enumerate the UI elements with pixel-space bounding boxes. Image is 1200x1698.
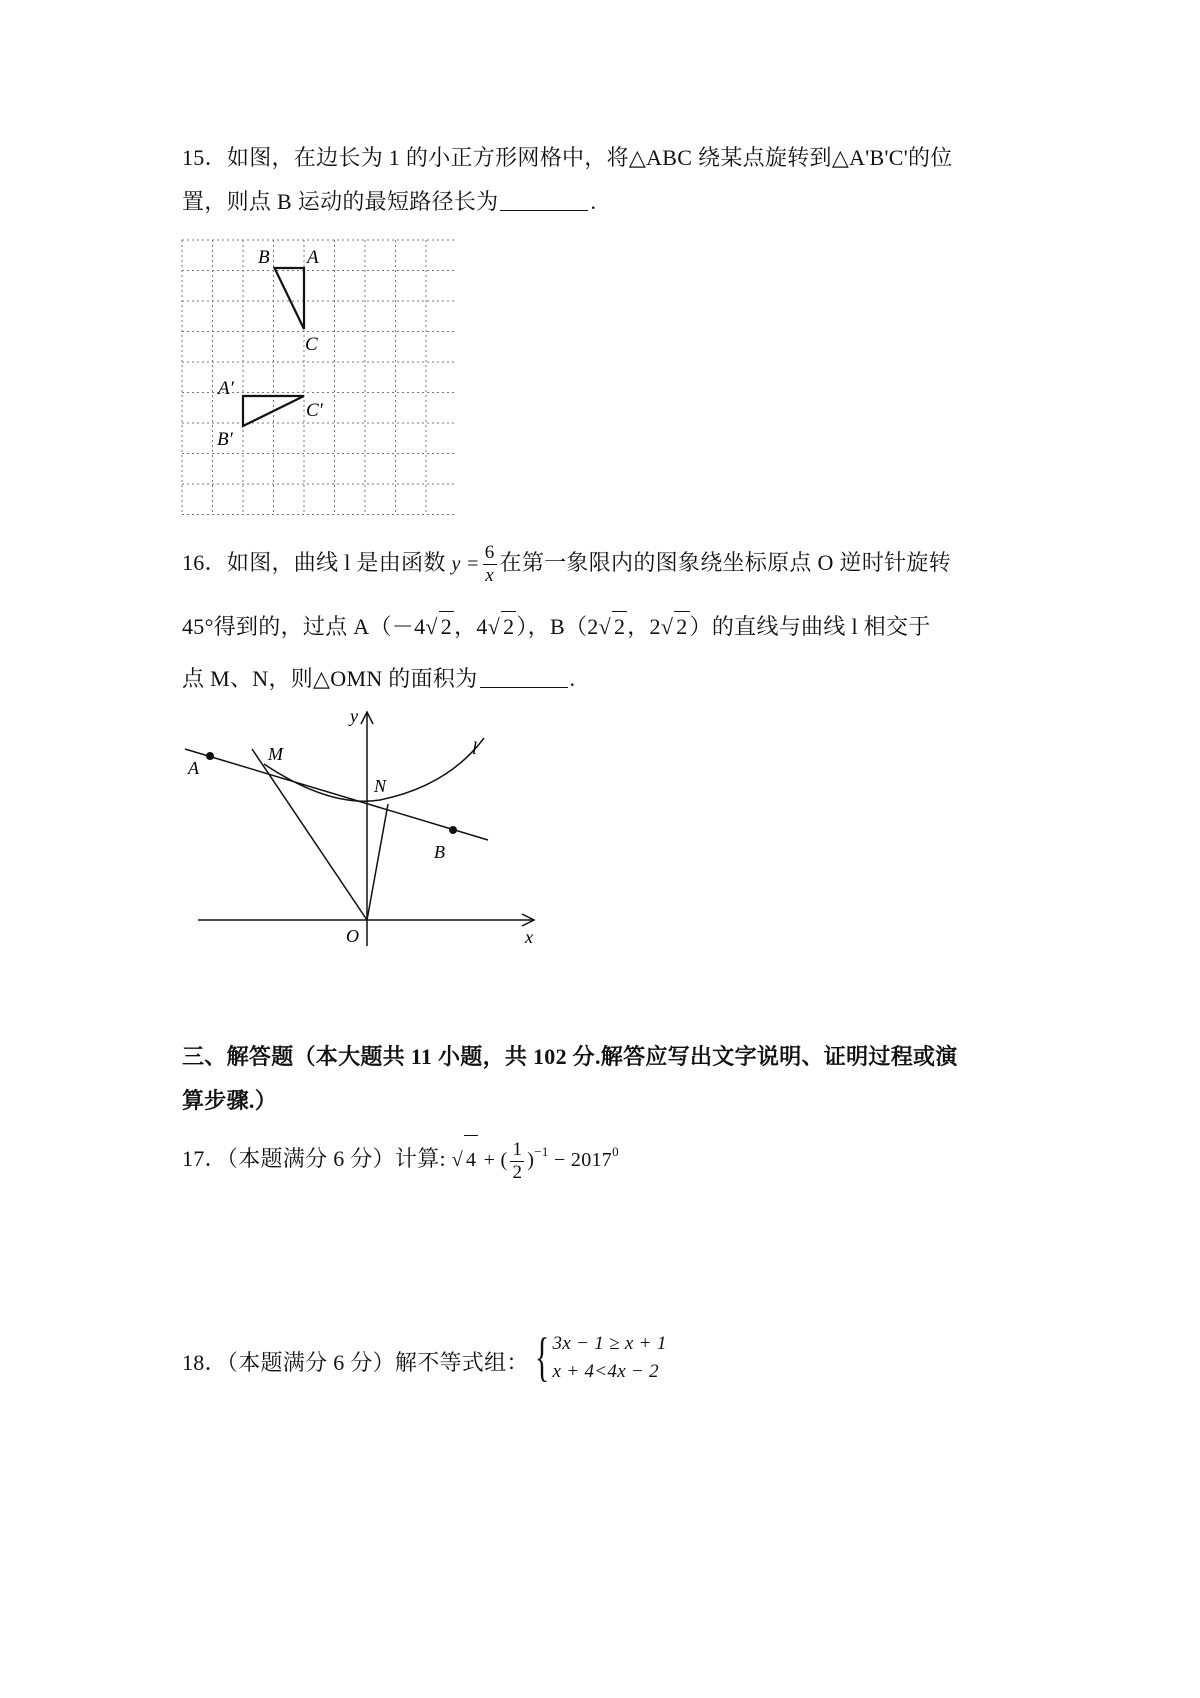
q16-line3-end: . xyxy=(569,666,576,691)
fraction-half xyxy=(510,1139,524,1184)
radicand: 2 xyxy=(674,611,689,642)
sqrt-4: √ 4 xyxy=(452,1135,479,1184)
label-A: A xyxy=(307,247,319,268)
q18-line xyxy=(182,1327,667,1400)
q16-line3 xyxy=(182,664,575,694)
sqrt-2: √ 2 xyxy=(425,611,454,642)
label-B-prime: B′ xyxy=(217,429,233,450)
fraction-denominator: 2 xyxy=(512,1161,523,1183)
sqrt-2: √ 2 xyxy=(488,611,517,642)
inequality-1: 3x − 1 ≥ x + 1 xyxy=(552,1333,667,1354)
q17-expression xyxy=(451,1138,619,1183)
q15-line1: 15．如图，在边长为 1 的小正方形网格中，将△ABC 绕某点旋转到△A'B'C'的位 xyxy=(182,145,953,170)
radicand: 2 xyxy=(439,611,454,642)
q15-line2-end: . xyxy=(590,189,597,214)
q15-line2 xyxy=(182,187,596,217)
label-l: l xyxy=(472,738,478,758)
label-B: B xyxy=(258,247,270,268)
answer-blank xyxy=(480,667,568,688)
section3-heading-line1: 三、解答题（本大题共 11 小题，共 102 分.解答应写出文字说明、证明过程或演 xyxy=(182,1044,958,1069)
q15-line2-text: 置，则点 B 运动的最短路径长为 xyxy=(182,189,499,214)
inequality-system xyxy=(534,1327,667,1400)
q18-prefix: 18．（本题满分 6 分）解不等式组： xyxy=(182,1350,529,1376)
label-M: M xyxy=(268,744,283,764)
label-x: x xyxy=(525,927,533,947)
q17-prefix: 17．（本题满分 6 分）计算: xyxy=(182,1146,446,1171)
radicand: 2 xyxy=(612,611,627,642)
q16-line2-part-d: ，2 xyxy=(627,614,661,639)
fraction-numerator: 6 xyxy=(484,542,495,564)
function-fraction xyxy=(483,542,497,587)
inequality-2: x + 4<4x − 2 xyxy=(552,1361,659,1382)
q16-line1-rest: 在第一象限内的图象绕坐标原点 O 逆时针旋转 xyxy=(499,550,952,575)
radicand: 4 xyxy=(464,1135,478,1184)
q15-grid-figure xyxy=(180,238,456,522)
q16-line2-part-a: 45°得到的，过点 A（－4 xyxy=(182,614,426,639)
label-N: N xyxy=(374,776,387,796)
label-A-prime: A′ xyxy=(218,378,234,399)
q16-curve-figure xyxy=(180,700,540,950)
sqrt-2: √ 2 xyxy=(599,611,628,642)
label-B: B xyxy=(434,842,445,862)
point-B xyxy=(449,826,457,834)
label-C: C xyxy=(305,334,318,355)
q17-plus: + ( xyxy=(483,1149,508,1171)
label-y: y xyxy=(350,706,358,726)
sqrt-2: √ 2 xyxy=(661,611,690,642)
answer-blank xyxy=(500,190,588,211)
label-A: A xyxy=(188,758,199,778)
segment-ON xyxy=(367,804,388,920)
q17-minus-year: − 2017 xyxy=(554,1149,613,1171)
inequality-rows xyxy=(553,1330,667,1386)
q16-line2 xyxy=(182,611,931,642)
segment-OM xyxy=(252,749,367,920)
fraction-denominator: x xyxy=(485,565,494,587)
label-O: O xyxy=(346,926,359,946)
q16-line2-part-c: ），B（2 xyxy=(516,614,599,639)
q16-line2-part-b: ，4 xyxy=(454,614,488,639)
point-A xyxy=(206,752,214,760)
radicand: 2 xyxy=(501,611,516,642)
triangle-abc xyxy=(275,268,305,329)
q16-line2-part-e: ）的直线与曲线 l 相交于 xyxy=(689,614,931,639)
q17-line xyxy=(182,1128,619,1184)
left-brace: { xyxy=(534,1327,549,1387)
section3-heading-line2: 算步骤.） xyxy=(182,1088,278,1113)
exponent-minus-one: −1 xyxy=(534,1144,549,1159)
q16-line1-text: 16．如图，曲线 l 是由函数 xyxy=(182,550,446,575)
q16-line1 xyxy=(182,538,951,589)
q17-close: ) xyxy=(527,1149,535,1171)
label-C-prime: C′ xyxy=(306,400,323,421)
exponent-zero: 0 xyxy=(612,1144,619,1159)
fraction-numerator: 1 xyxy=(512,1138,523,1160)
q16-line3-text: 点 M、N，则△OMN 的面积为 xyxy=(182,666,478,691)
function-y: y = xyxy=(451,553,480,575)
line-AB xyxy=(185,749,488,840)
